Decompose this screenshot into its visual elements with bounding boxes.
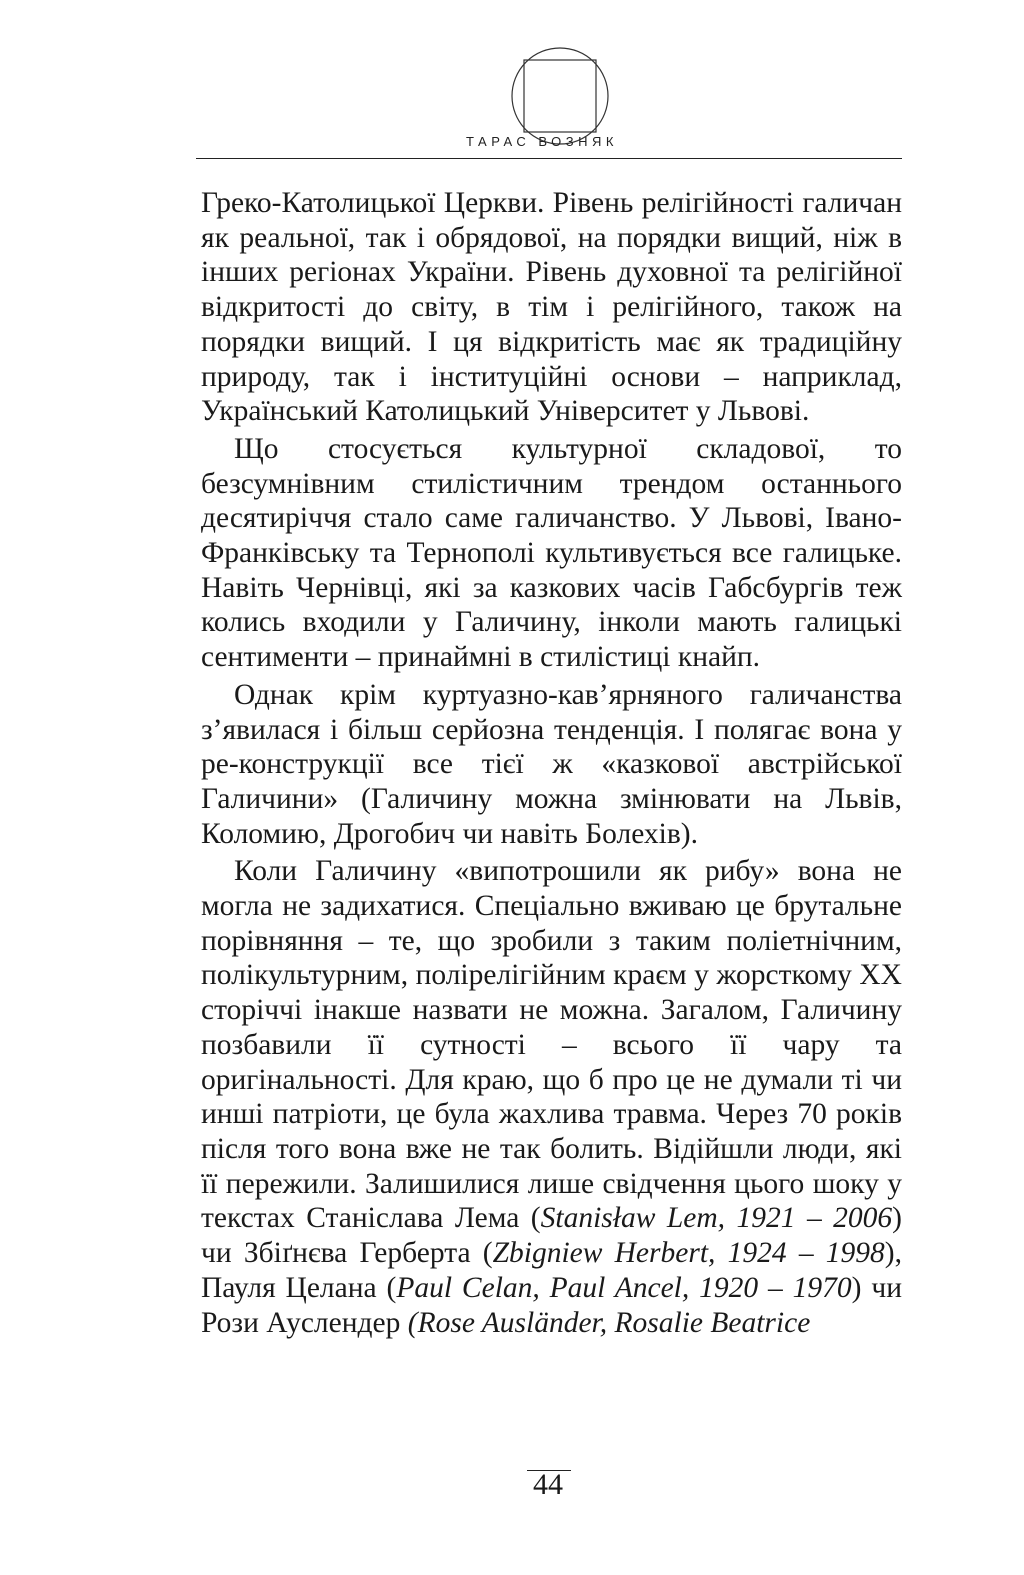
text-segment: Однак крім куртуазно-кав’ярняного галичанства з’явилася і більш серйозна тенденція. І полягає вона у ре-конструкції все тієї ж «казкової австрійської Галичини» (Галичину можна змінювати на Львів, Коломию, Дрогобич чи навіть Болехів).: [201, 678, 902, 850]
text-segment: Греко-Католицької Церкви. Рівень релігійності галичан як реальної, так і обрядової, на порядки вищий, ніж в інших регіонах України. Рівень духовної та релігійної відкритості до світу, в тім і релігійного, також на порядки вищий. І ця відкритість має як традиційну природу, так і інституційні основи – наприклад, Український Католицький Університет у Львові.: [201, 187, 902, 428]
italic-text-segment: Zbigniew Herbert, 1924 – 1998: [492, 1237, 885, 1270]
running-head-author: ТАРАС ВОЗНЯК: [466, 134, 618, 149]
text-segment: ), Пауля Целана (: [201, 1237, 902, 1304]
italic-text-segment: (Rose Ausländer, Rosalie Beatrice: [407, 1306, 811, 1339]
header-divider: [196, 158, 902, 159]
italic-text-segment: Paul Celan, Paul Ancel, 1920 – 1970: [396, 1271, 852, 1304]
italic-text-segment: Stanisław Lem, 1921 – 2006: [540, 1202, 893, 1235]
text-segment: Коли Галичину «випотрошили як рибу» вона не могла не задихатися. Спеціально вживаю це брутальне порівняння – те, що зробили з таким поліетнічним, полікультурним, полірелігійним краєм у жорсткому ХХ сторіччі інакше назвати не можна. Загалом, Галичину позбавили її сутності – всього її чару та оригінальності. Для краю, що б про це не думали ті чи инші патріоти, це була жахлива травма. Через 70 років після того вона вже не так болить. Відійшли люди, які її пережили. Залишилися лише свідчення цього шоку у текстах Станіслава Лема (: [201, 855, 902, 1235]
paragraph: [201, 432, 902, 675]
paragraph: [201, 678, 902, 852]
text-segment: Що стосується культурної складової, то безсумнівним стилістичним трендом останнього десятиріччя стало саме галичанство. У Львові, Івано-Франківську та Тернополі культивується все галицьке. Навіть Чернівці, які за казкових часів Габсбургів теж колись входили у Галичину, інколи мають галицькі сентименти – принаймні в стилістиці кнайп.: [201, 432, 902, 674]
body-text: [201, 186, 902, 1340]
paragraph: [201, 186, 902, 429]
circle-square-logo-icon: [510, 46, 610, 146]
paragraph: [201, 854, 902, 1340]
text-segment: ) чи Рози Ауслендер: [201, 1271, 902, 1339]
page-number: 44: [533, 1468, 563, 1501]
text-segment: ) чи Збіґнєва Герберта (: [201, 1202, 902, 1270]
